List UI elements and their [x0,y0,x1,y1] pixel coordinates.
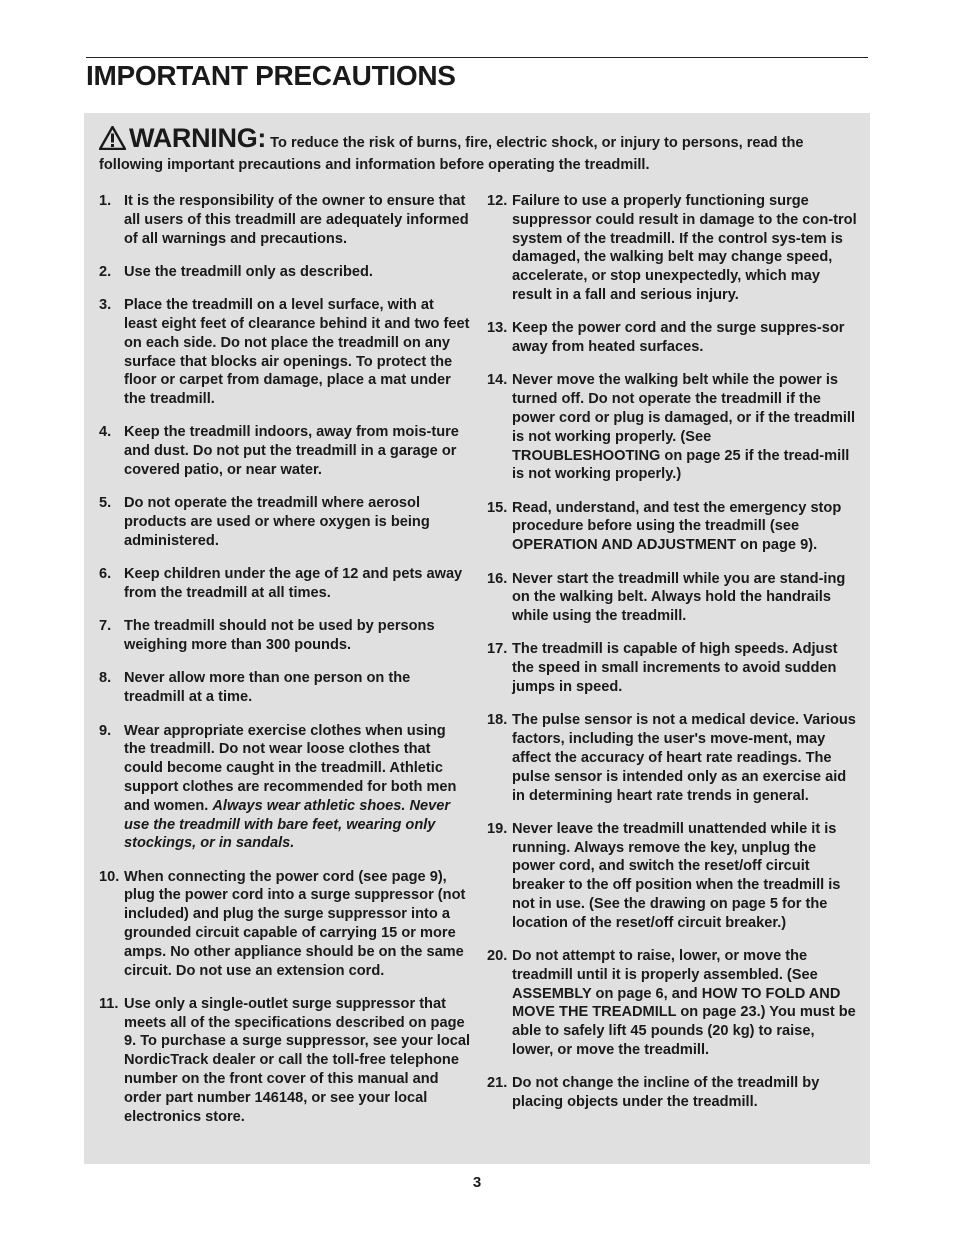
precaution-number: 2. [99,263,112,280]
precaution-number: 4. [99,424,112,441]
precaution-item [487,947,857,1060]
precaution-text: Wear appropriate exercise clothes when using the treadmill. Do not wear loose clothes that could become caught in the treadmill. Athletic support clothes are recommended for both men and women. [124,722,457,814]
precaution-text: Failure to use a properly functioning surge suppressor could result in damage to the con-trol system of the treadmill. If the control sys-tem is damaged, the walking belt may change speed, accelerate, or stop unexpectedly, which may result in a fall and serious injury. [512,193,857,303]
precaution-text: Never allow more than one person on the treadmill at a time. [124,670,411,706]
precaution-item [99,565,471,603]
precaution-item [99,296,471,409]
precaution-number: 3. [99,297,112,314]
warning-triangle-icon [99,126,126,156]
precaution-item [99,669,471,707]
precaution-number: 15. [487,499,508,516]
precaution-text: Never start the treadmill while you are stand-ing on the walking belt. Always hold the handrails while using the treadmill. [512,570,846,625]
precaution-item [99,423,471,479]
precaution-text: The treadmill is capable of high speeds. Adjust the speed in small increments to avoid sudden jumps in speed. [512,641,838,696]
warning-statement [99,125,859,175]
precaution-emphasis: Always wear athletic shoes. Never use the treadmill with bare feet, wearing only stockings, or in sandals. [124,797,451,852]
warning-label: WARNING: [129,123,267,153]
precaution-item [487,820,857,933]
precaution-number: 20. [487,948,508,965]
precaution-number: 16. [487,570,508,587]
precaution-item [99,722,471,854]
warning-text: To reduce the risk of burns, fire, electric shock, or injury to persons, read the following important precautions and information before operating the treadmill. [99,135,804,173]
precaution-text: The treadmill should not be used by persons weighing more than 300 pounds. [124,618,435,654]
precaution-number: 13. [487,320,508,337]
precaution-item [487,711,857,805]
precaution-item [487,192,857,305]
precaution-item [487,570,857,626]
precaution-number: 10. [99,868,120,885]
precaution-text: Keep children under the age of 12 and pets away from the treadmill at all times. [124,566,463,602]
precautions-left-column [99,192,471,1141]
precaution-number: 19. [487,820,508,837]
precaution-text: Read, understand, and test the emergency stop procedure before using the treadmill (see OPERATION AND ADJUSTMENT on page 9). [512,499,842,554]
precaution-item [99,868,471,981]
precaution-item [99,494,471,550]
precaution-text: Do not attempt to raise, lower, or move the treadmill until it is properly assembled. (See ASSEMBLY on page 6, and HOW TO FOLD AND MOVE THE TREADMILL on page 23.) You must be able to safely lift 45 pounds (20 kg) to raise, lower, or move the treadmill. [512,948,856,1059]
precaution-item [487,640,857,696]
precaution-text: Place the treadmill on a level surface, with at least eight feet of clearance behind it and two feet on each side. Do not place the treadmill on any surface that blocks air openings. To protect the floor or carpet from damage, place a mat under the treadmill. [124,297,470,408]
precaution-text: Never leave the treadmill unattended while it is running. Always remove the key, unplug the power cord, and switch the reset/off circuit breaker to the off position when the treadmill is not in use. (See the drawing on page 5 for the location of the reset/off circuit breaker.) [512,820,841,931]
precaution-text: Keep the power cord and the surge suppres-sor away from heated surfaces. [512,320,845,356]
precautions-right-column [487,192,857,1126]
precaution-text: Use the treadmill only as described. [124,263,373,280]
precaution-number: 6. [99,566,112,583]
precaution-text: The pulse sensor is not a medical device. Various factors, including the user's move-ment, may affect the accuracy of heart rate readings. The pulse sensor is intended only as an exercise aid in determining heart rate trends in general. [512,712,856,804]
precaution-item [99,995,471,1127]
precaution-item [487,319,857,357]
precaution-item [99,263,471,282]
precaution-number: 17. [487,641,508,658]
precaution-number: 9. [99,722,112,739]
precaution-text: Do not change the incline of the treadmill by placing objects under the treadmill. [512,1075,820,1111]
precaution-item [99,192,471,248]
page-number: 3 [472,1174,482,1191]
precaution-number: 12. [487,193,508,209]
precaution-number: 21. [487,1075,508,1092]
precaution-number: 11. [99,995,119,1012]
precaution-text: When connecting the power cord (see page 9), plug the power cord into a surge suppressor (not included) and plug the surge suppressor into a grounded circuit capable of carrying 15 or more amps. No other appliance should be on the same circuit. Do not use an extension cord. [124,868,466,979]
precaution-number: 18. [487,712,508,729]
precaution-text: Never move the walking belt while the power is turned off. Do not operate the treadmill if the power cord or plug is damaged, or if the treadmill is not working properly. (See TROUBLESHOOTING on page 25 if the tread-mill is not working properly.) [512,372,856,483]
precaution-text: Do not operate the treadmill where aerosol products are used or where oxygen is being administered. [124,495,430,549]
precaution-text: Keep the treadmill indoors, away from mois-ture and dust. Do not put the treadmill in a garage or covered patio, or near water. [124,424,459,479]
precaution-number: 1. [99,193,112,209]
precaution-item [99,617,471,655]
precaution-number: 5. [99,495,112,512]
precaution-number: 14. [487,372,508,389]
page-title: IMPORTANT PRECAUTIONS [86,60,456,91]
precaution-text: Use only a single-outlet surge suppressor that meets all of the specifications described on page 9. To purchase a surge suppressor, see your local NordicTrack dealer or call the toll-free telephone number on the front cover of this manual and order part number 146148, or see your local electronics store. [124,995,471,1125]
precaution-item [487,371,857,484]
precaution-number: 7. [99,618,112,635]
precaution-item [487,499,857,555]
precaution-number: 8. [99,670,112,687]
precaution-text: It is the responsibility of the owner to ensure that all users of this treadmill are adequately informed of all warnings and precautions. [124,193,469,247]
precaution-item [487,1074,857,1112]
